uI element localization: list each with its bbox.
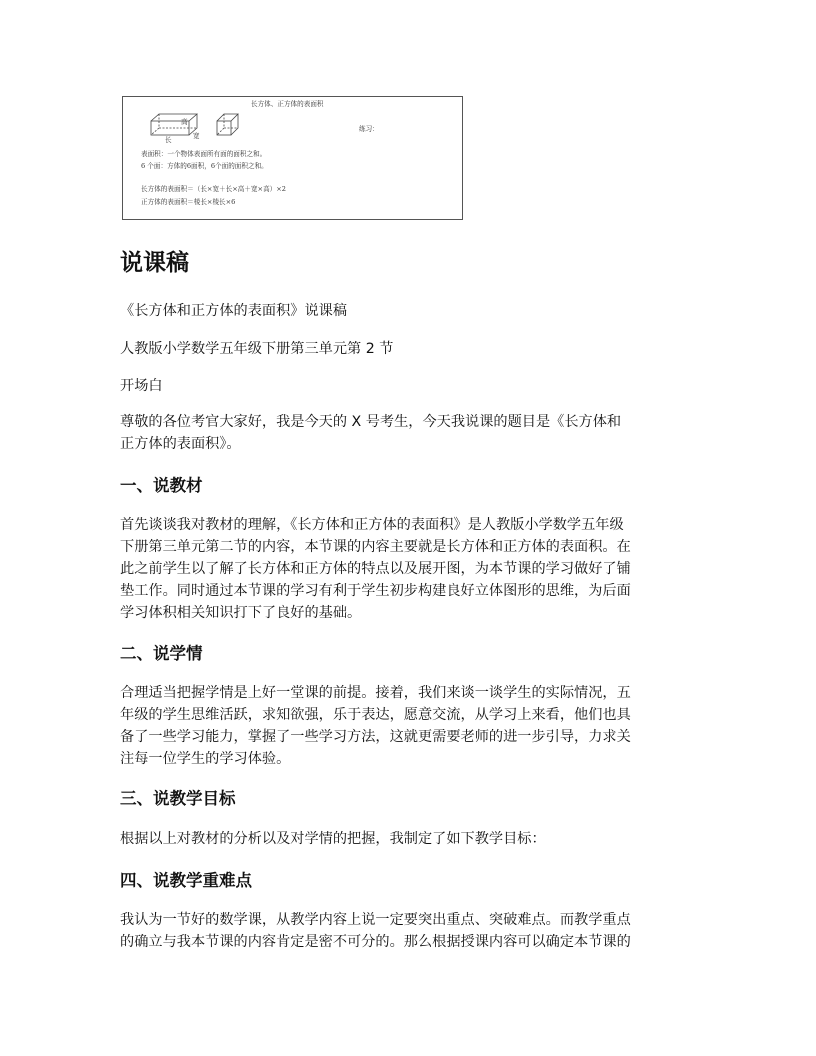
formula-cube: 正方体的表面积＝棱长×棱长×6 xyxy=(141,198,236,206)
subtitle-line: 《长方体和正方体的表面积》说课稿 xyxy=(120,303,348,319)
s4-line-1: 我认为一节好的数学课，从教学内容上说一定要突出重点、突破难点。而教学重点 xyxy=(120,912,631,928)
section-heading-textbook: 一、说教材 xyxy=(120,476,203,495)
page-title: 说课稿 xyxy=(120,250,189,276)
s1-line-3: 此之前学生以了解了长方体和正方体的特点以及展开图，为本节课的学习做好了铺 xyxy=(120,561,631,577)
intro-line-2: 正方体的表面积》。 xyxy=(120,436,241,452)
definition-line-2: 6 个面：方体的6面积，6个面的面积之和。 xyxy=(141,162,268,170)
intro-line-1: 尊敬的各位考官大家好，我是今天的 X 号考生，今天我说课的题目是《长方体和 xyxy=(120,414,622,430)
s2-line-3: 备了一些学习能力，掌握了一些学习方法，这就更需要老师的进一步引导，力求关 xyxy=(120,729,631,745)
label-width: 宽 xyxy=(193,132,200,140)
s1-line-4: 垫工作。同时通过本节课的学习有利于学生初步构建良好立体图形的思维，为后面 xyxy=(120,583,631,599)
s1-line-1: 首先谈谈我对教材的理解，《长方体和正方体的表面积》是人教版小学数学五年级 xyxy=(120,517,624,533)
section-heading-goals: 三、说教学目标 xyxy=(120,789,236,808)
s1-line-5: 学习体积相关知识打下了良好的基础。 xyxy=(120,605,362,621)
board-title: 长方体、正方体的表面积 xyxy=(251,100,324,108)
opening-line: 开场白 xyxy=(120,378,163,394)
s2-line-1: 合理适当把握学情是上好一堂课的前提。接着，我们来谈一谈学生的实际情况，五 xyxy=(120,685,631,701)
label-height: 高 xyxy=(181,118,188,126)
s1-line-2: 下册第三单元第二节的内容，本节课的内容主要就是长方体和正方体的表面积。在 xyxy=(120,539,631,555)
textbook-line: 人教版小学数学五年级下册第三单元第 2 节 xyxy=(120,341,394,357)
label-length: 长 xyxy=(165,136,172,144)
practice-label: 练习： xyxy=(359,125,379,133)
blackboard-figure xyxy=(122,96,463,220)
section-heading-students: 二、说学情 xyxy=(120,644,203,663)
s2-line-4: 注每一位学生的学习体验。 xyxy=(120,751,291,767)
definition-line-1: 表面积：一个物体表面所有面的面积之和。 xyxy=(141,150,267,158)
s3-line-1: 根据以上对教材的分析以及对学情的把握，我制定了如下教学目标： xyxy=(120,831,546,847)
section-heading-key-points: 四、说教学重难点 xyxy=(120,871,252,890)
s4-line-2: 的确立与我本节课的内容肯定是密不可分的。那么根据授课内容可以确定本节课的 xyxy=(120,934,631,950)
formula-cuboid: 长方体的表面积＝（长×宽＋长×高＋宽×高）×2 xyxy=(141,185,286,193)
s2-line-2: 年级的学生思维活跃，求知欲强，乐于表达，愿意交流，从学习上来看，他们也具 xyxy=(120,707,631,723)
